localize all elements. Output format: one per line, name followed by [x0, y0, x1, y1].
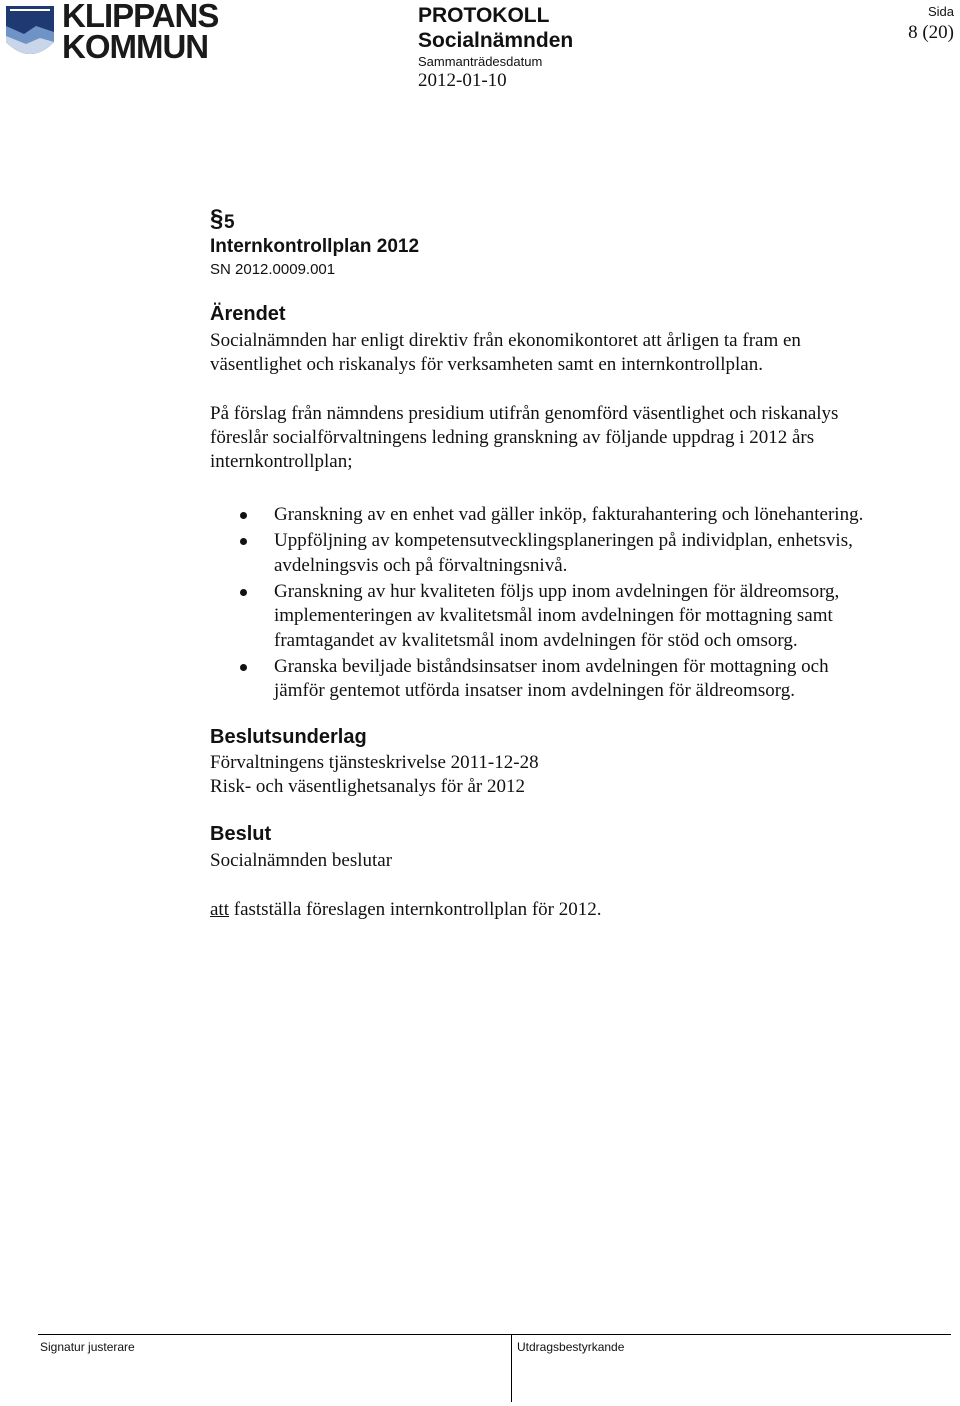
page-label: Sida — [927, 4, 954, 19]
text-line: Granska beviljade biståndsinsatser inom avdelningen för mottagning och — [274, 655, 829, 677]
footer-divider-left — [38, 1334, 511, 1335]
logo-line-1: KLIPPANS — [62, 0, 219, 34]
extract-certification-label: Utdragsbestyrkande — [517, 1340, 625, 1354]
municipality-emblem-icon — [4, 4, 56, 66]
footer-vertical-divider — [511, 1334, 512, 1402]
committee-name: Socialnämnden — [418, 29, 574, 52]
text-line: internkontrollplan; — [210, 451, 353, 472]
att-keyword: att — [210, 899, 229, 920]
arendet-paragraph-1 — [210, 329, 910, 377]
klippans-kommun-logo — [4, 0, 224, 68]
meeting-date-label: Sammanträdesdatum — [418, 54, 543, 69]
text-line: väsentlighet och riskanalys för verksamheten samt en internkontrollplan. — [210, 354, 763, 375]
text-line: jämför gentemot utförda insatser inom avdelningen för äldreomsorg. — [274, 680, 795, 701]
document-type: PROTOKOLL — [418, 4, 550, 27]
meeting-date: 2012-01-10 — [418, 70, 507, 91]
bullet-icon — [240, 664, 247, 671]
signature-field-label: Signatur justerare — [40, 1340, 135, 1354]
arendet-paragraph-2 — [210, 402, 910, 474]
paragraph-sign: § — [210, 205, 224, 232]
text-line: På förslag från nämndens presidium utifrån genomförd väsentlighet och riskanalys — [210, 403, 839, 424]
page-number: 8 (20) — [908, 22, 954, 43]
text-line: implementeringen av kvalitetsmål inom avdelningen för mottagning samt — [274, 605, 833, 626]
beslut-decision — [210, 898, 910, 922]
section-title: Internkontrollplan 2012 — [210, 236, 420, 257]
list-item: Risk- och väsentlighetsanalys för år 2012 — [210, 776, 526, 797]
text-line: föreslår socialförvaltningens ledning granskning av följande uppdrag i 2012 års — [210, 427, 815, 448]
logo-line-2: KOMMUN — [62, 28, 209, 65]
bullet-icon — [240, 512, 247, 519]
text-line: framtagandet av kvalitetsmål inom avdelningen för stöd och omsorg. — [274, 629, 798, 651]
section-number: 5 — [224, 212, 235, 233]
assignment-list — [236, 503, 936, 705]
text-line: Granskning av hur kvaliteten följs upp inom avdelningen för äldreomsorg, — [274, 580, 840, 602]
arendet-heading: Ärendet — [210, 303, 286, 325]
bullet-icon — [240, 589, 247, 596]
list-item — [236, 655, 936, 704]
text-line: Uppföljning av kompetensutvecklingsplaneringen på individplan, enhetsvis, — [274, 530, 853, 551]
logo-wordmark — [62, 0, 232, 65]
footer-divider-right — [511, 1334, 951, 1335]
list-item: Förvaltningens tjänsteskrivelse 2011-12-28 — [210, 752, 539, 773]
beslut-intro: Socialnämnden beslutar — [210, 850, 393, 871]
text-line: Granskning av en enhet vad gäller inköp, fakturahantering och lönehantering. — [274, 504, 864, 525]
text-line: avdelningsvis och på förvaltningsnivå. — [274, 554, 568, 576]
decision-text: fastställa föreslagen internkontrollplan för 2012. — [233, 899, 602, 920]
list-item — [236, 503, 936, 528]
beslut-heading: Beslut — [210, 823, 272, 845]
bullet-icon — [240, 538, 247, 545]
text-line: Socialnämnden har enligt direktiv från ekonomikontoret att årligen ta fram en — [210, 330, 801, 351]
case-reference: SN 2012.0009.001 — [210, 261, 336, 278]
beslutsunderlag-list — [210, 751, 910, 799]
list-item — [236, 580, 936, 654]
beslutsunderlag-heading: Beslutsunderlag — [210, 726, 367, 748]
list-item — [236, 529, 936, 578]
